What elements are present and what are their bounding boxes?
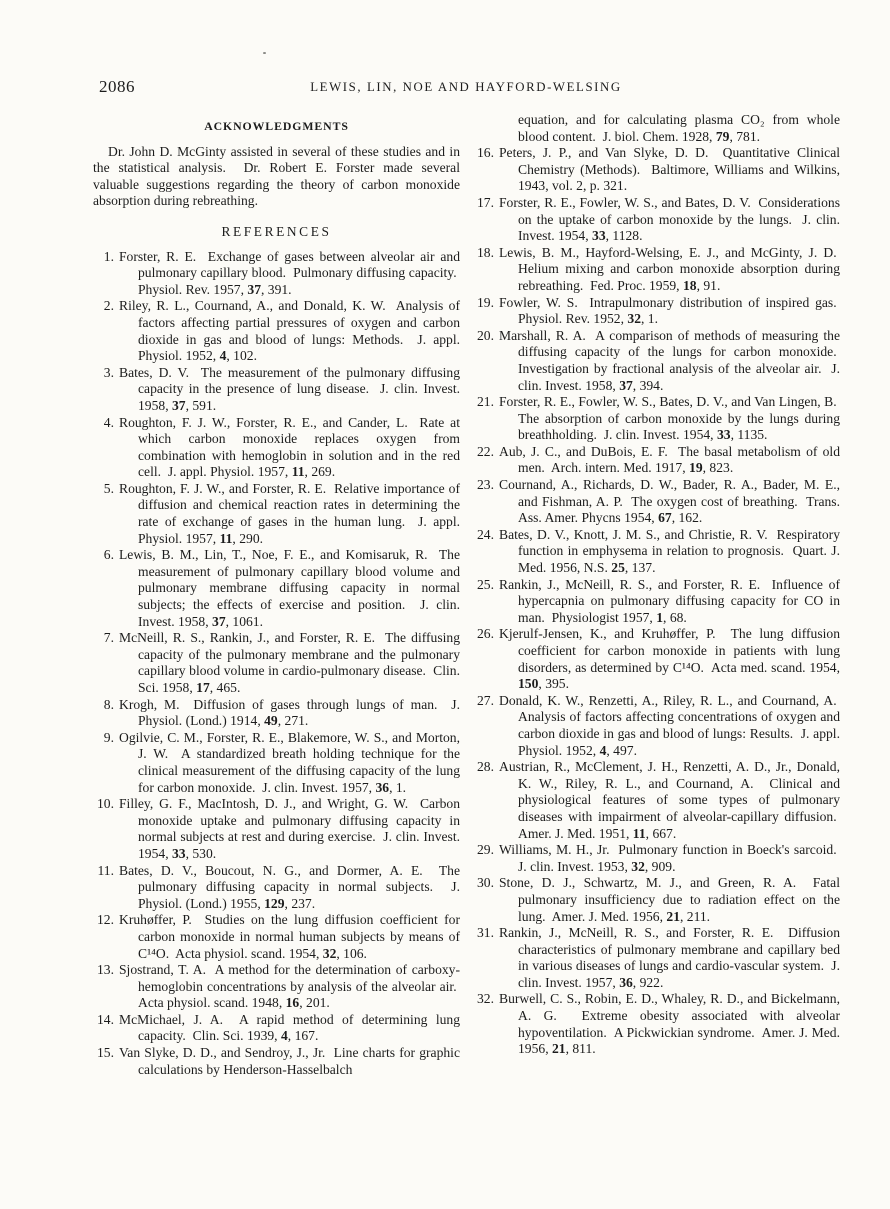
reference-number: 9. <box>103 729 114 745</box>
scan-speck <box>263 52 266 54</box>
reference-item <box>473 145 840 195</box>
left-column <box>93 112 460 1078</box>
reference-item <box>93 481 460 547</box>
reference-number: 14. <box>97 1011 114 1027</box>
reference-item <box>93 415 460 481</box>
reference-item <box>473 991 840 1057</box>
reference-text: Burwell, C. S., Robin, E. D., Whaley, R. D., and Bickelmann, A. G. Extreme obesity associated with alveolar hypoventilation. A Pickwickian syndrome. Amer. J. Med. 1956, 21, 811. <box>499 991 840 1057</box>
reference-text: Sjostrand, T. A. A method for the determination of carboxy-hemoglobin concentrations by analysis of the alveolar air. Acta physiol. scand. 1948, 16, 201. <box>119 962 460 1011</box>
reference-item <box>473 693 840 759</box>
reference-text: Bates, D. V., Knott, J. M. S., and Christie, R. V. Respiratory function in emphysema in relation to prognosis. Quart. J. Med. 1956, N.S. 25, 137. <box>499 526 840 576</box>
reference-text: Rankin, J., McNeill, R. S., and Forster, R. E. Diffusion characteristics of pulmonary membrane and capillary bed in various diseases of lungs and cardio-vascular system. J. clin. Invest. 1957, 36, 922. <box>499 925 840 990</box>
reference-text: Peters, J. P., and Van Slyke, D. D. Quantitative Clinical Chemistry (Methods). Baltimore, Williams and Wilkins, 1943, vol. 2, p. 321. <box>499 145 840 194</box>
reference-item <box>93 547 460 630</box>
reference-number: 4. <box>103 414 114 430</box>
reference-text: Filley, G. F., MacIntosh, D. J., and Wright, G. W. Carbon monoxide uptake and pulmonary diffusing capacity in normal subjects at rest and during exercise. J. clin. Invest. 1954, 33, 530. <box>119 796 460 861</box>
reference-text: McMichael, J. A. A rapid method of determining lung capacity. Clin. Sci. 1939, 4, 167. <box>119 1011 460 1044</box>
reference-number: 26. <box>477 626 494 642</box>
reference-text: Krogh, M. Diffusion of gases through lungs of man. J. Physiol. (Lond.) 1914, 49, 271. <box>119 696 460 729</box>
reference-item <box>473 328 840 394</box>
reference-text: Cournand, A., Richards, D. W., Bader, R. A., Bader, M. E., and Fishman, A. P. The oxygen cost of breathing. Trans. Ass. Amer. Phycns 1954, 67, 162. <box>499 477 840 526</box>
references-list-left <box>93 249 460 1079</box>
reference-number: 23. <box>477 477 494 493</box>
reference-number: 16. <box>477 145 494 161</box>
reference-number: 10. <box>97 796 114 812</box>
reference-number: 31. <box>477 925 494 941</box>
reference-text: Lewis, B. M., Hayford-Welsing, E. J., and McGinty, J. D. Helium mixing and carbon monoxide absorption during rebreathing. Fed. Proc. 1959, 18, 91. <box>499 244 840 293</box>
reference-item <box>473 245 840 295</box>
reference-number: 3. <box>103 364 114 380</box>
reference-number: 2. <box>103 298 114 314</box>
right-column <box>473 112 840 1078</box>
references-list-right <box>473 145 840 1058</box>
reference-number: 11. <box>97 862 114 878</box>
reference-item <box>473 444 840 477</box>
two-column-body <box>93 112 840 1078</box>
reference-15-continuation: equation, and for calculating plasma CO₂ from whole blood content. J. biol. Chem. 1928, 79, 781. <box>518 112 840 144</box>
reference-item <box>93 796 460 862</box>
reference-item <box>473 295 840 328</box>
reference-item <box>93 912 460 962</box>
reference-text: Marshall, R. A. A comparison of methods of measuring the diffusing capacity of the lungs for carbon monoxide. Investigation by fractional analysis of the alveolar air. J. clin. Invest. 1958, 37, 394. <box>499 327 840 393</box>
reference-number: 32. <box>477 991 494 1007</box>
reference-number: 13. <box>97 962 114 978</box>
reference-text: Riley, R. L., Cournand, A., and Donald, K. W. Analysis of factors affecting partial pressures of oxygen and carbon dioxide in gas and blood of lungs: Methods. J. appl. Physiol. 1952, 4, 102. <box>119 298 460 364</box>
reference-item <box>93 298 460 364</box>
reference-text: Stone, D. J., Schwartz, M. J., and Green, R. A. Fatal pulmonary insufficiency due to radiation effect on the lung. Amer. J. Med. 1956, 21, 211. <box>499 875 840 924</box>
reference-text: Ogilvie, C. M., Forster, R. E., Blakemore, W. S., and Morton, J. W. A standardized breath holding technique for the clinical measurement of the diffusing capacity of the lung for carbon monoxide. J. clin. Invest. 1957, 36, 1. <box>119 729 460 795</box>
reference-item <box>473 195 840 245</box>
reference-text: Roughton, F. J. W., Forster, R. E., and Cander, L. Rate at which carbon monoxide replaces oxygen from combination with hemoglobin in solution and in the red cell. J. appl. Physiol. 1957, 11, 269. <box>119 414 460 480</box>
reference-number: 17. <box>477 194 494 210</box>
reference-number: 21. <box>477 394 494 410</box>
reference-text: Bates, D. V., Boucout, N. G., and Dormer, A. E. The pulmonary diffusing capacity in normal subjects. J. Physiol. (Lond.) 1955, 129, 237. <box>119 862 460 911</box>
reference-text: Van Slyke, D. D., and Sendroy, J., Jr. Line charts for graphic calculations by Henderson-Hasselbalch <box>119 1045 460 1077</box>
reference-item <box>93 962 460 1012</box>
acknowledgments-body: Dr. John D. McGinty assisted in several of these studies and in the statistical analysis. Dr. Robert E. Forster made several valuable suggestions regarding the theory of carbon monoxide absorption during rebreathing. <box>93 143 460 209</box>
acknowledgments-heading: ACKNOWLEDGMENTS <box>204 119 349 133</box>
reference-text: Bates, D. V. The measurement of the pulmonary diffusing capacity in the presence of lung disease. J. clin. Invest. 1958, 37, 591. <box>119 364 460 413</box>
reference-number: 8. <box>103 696 114 712</box>
reference-item <box>93 697 460 730</box>
reference-item <box>473 477 840 527</box>
reference-number: 25. <box>477 576 494 592</box>
reference-item <box>473 875 840 925</box>
running-head: LEWIS, LIN, NOE AND HAYFORD-WELSING <box>310 80 622 94</box>
reference-item <box>93 1045 460 1078</box>
reference-number: 20. <box>477 327 494 343</box>
reference-number: 29. <box>477 842 494 858</box>
reference-text: Austrian, R., McClement, J. H., Renzetti, A. D., Jr., Donald, K. W., Riley, R. L., and Cournand, A. Clinical and physiological features of some types of pulmonary diseases with impairment of alveolar-capillary diffusion. Amer. J. Med. 1951, 11, 667. <box>499 759 840 841</box>
reference-text: Fowler, W. S. Intrapulmonary distribution of inspired gas. Physiol. Rev. 1952, 32, 1. <box>499 294 840 327</box>
reference-item <box>473 759 840 842</box>
reference-text: Forster, R. E., Fowler, W. S., Bates, D. V., and Van Lingen, B. The absorption of carbon monoxide by the lungs during breathholding. J. clin. Invest. 1954, 33, 1135. <box>499 394 840 443</box>
reference-item <box>473 527 840 577</box>
reference-item <box>473 842 840 875</box>
reference-text: McNeill, R. S., Rankin, J., and Forster, R. E. The diffusing capacity of the pulmonary membrane and the pulmonary capillary blood volume in cardio-pulmonary disease. Clin. Sci. 1958, 17, 465. <box>119 630 460 695</box>
reference-text: Donald, K. W., Renzetti, A., Riley, R. L., and Cournand, A. Analysis of factors affecting concentrations of oxygen and carbon dioxide in gas and blood of lungs: Results. J. appl. Physiol. 1952, 4, 497. <box>499 692 840 758</box>
reference-number: 5. <box>103 480 114 496</box>
reference-item <box>93 863 460 913</box>
page-number: 2086 <box>99 77 135 96</box>
reference-item <box>473 626 840 692</box>
reference-item <box>93 730 460 796</box>
reference-item <box>473 394 840 444</box>
reference-number: 1. <box>103 248 114 264</box>
reference-text: Kjerulf-Jensen, K., and Kruhøffer, P. The lung diffusion coefficient for carbon monoxide in patients with lung disorders, as determined by C¹⁴O. Acta med. scand. 1954, 150, 395. <box>499 626 840 692</box>
reference-text: Roughton, F. J. W., and Forster, R. E. Relative importance of diffusion and chemical reaction rates in determining the rate of exchange of gases in the human lung. J. appl. Physiol. 1957, 11, 290. <box>119 480 460 546</box>
reference-text: Forster, R. E., Fowler, W. S., and Bates, D. V. Considerations on the uptake of carbon monoxide by the lungs. J. clin. Invest. 1954, 33, 1128. <box>499 194 840 244</box>
reference-text: Lewis, B. M., Lin, T., Noe, F. E., and Komisaruk, R. The measurement of pulmonary capillary blood volume and pulmonary membrane diffusing capacity in normal subjects; the effects of exercise and position. J. clin. Invest. 1958, 37, 1061. <box>119 547 460 629</box>
reference-number: 19. <box>477 294 494 310</box>
reference-number: 30. <box>477 875 494 891</box>
reference-item <box>473 925 840 991</box>
reference-number: 15. <box>97 1045 114 1061</box>
reference-item <box>93 249 460 299</box>
reference-number: 12. <box>97 912 114 928</box>
reference-number: 18. <box>477 244 494 260</box>
reference-item <box>93 365 460 415</box>
reference-text: Aub, J. C., and DuBois, E. F. The basal metabolism of old men. Arch. intern. Med. 1917, 19, 823. <box>499 443 840 476</box>
reference-number: 27. <box>477 692 494 708</box>
reference-number: 6. <box>103 547 114 563</box>
reference-item <box>473 577 840 627</box>
reference-text: Williams, M. H., Jr. Pulmonary function in Boeck's sarcoid. J. clin. Invest. 1953, 32, 909. <box>499 842 840 874</box>
reference-number: 7. <box>103 630 114 646</box>
reference-item <box>93 1012 460 1045</box>
reference-number: 28. <box>477 759 494 775</box>
reference-text: Kruhøffer, P. Studies on the lung diffusion coefficient for carbon monoxide in normal human subjects by means of C¹⁴O. Acta physiol. scand. 1954, 32, 106. <box>119 912 460 961</box>
reference-text: Forster, R. E. Exchange of gases between alveolar air and pulmonary capillary blood. Pulmonary diffusing capacity. Physiol. Rev. 1957, 37, 391. <box>119 248 460 297</box>
reference-number: 22. <box>477 443 494 459</box>
reference-number: 24. <box>477 526 494 542</box>
references-heading: REFERENCES <box>221 223 332 239</box>
reference-item <box>93 630 460 696</box>
reference-text: Rankin, J., McNeill, R. S., and Forster, R. E. Influence of hypercapnia on pulmonary diffusing capacity for CO in man. Physiologist 1957, 1, 68. <box>499 576 840 625</box>
